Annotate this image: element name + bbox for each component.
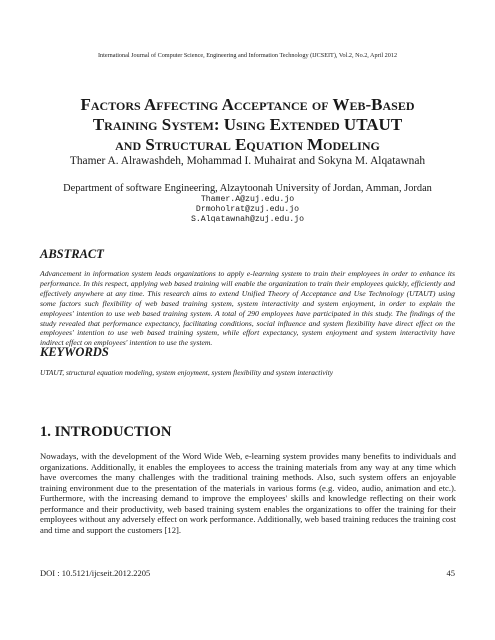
email-address: S.Alqatawnah@zuj.edu.jo bbox=[190, 215, 304, 225]
author-list: Thamer A. Alrawashdeh, Mohammad I. Muhairat and Sokyna M. Alqatawnah bbox=[69, 155, 426, 167]
doi-label: DOI : 10.5121/ijcseit.2012.2205 bbox=[40, 568, 151, 578]
keywords-text: UTAUT, structural equation modeling, system enjoyment, system flexibility and system interactivity bbox=[40, 368, 334, 377]
abstract-text: Advancement in information system leads organizations to apply e-learning system to train their employees in order to enhance its performance. In this respect, applying web based training will enable the organization to train their employees quickly, efficiently and effectively anywhere at any time. This research aims to extend Unified Theory of Acceptance and Use Technology (UTAUT) using some factors such flexibility of web based training system, system interactivity and system enjoyment, in order to explain the employees' intention to use web based training system. A total of 290 employees have participated in this study. The findings of the study revealed that performance expectancy, facilitating conditions, social influence and system flexibility have direct effect on the employees' intention to use web based training system, while effort expectancy, system enjoyment and system interactivity have indirect effect on employees' intention to use the system. bbox=[40, 269, 455, 348]
author-emails bbox=[0, 195, 495, 226]
keywords-heading: KEYWORDS bbox=[40, 345, 109, 359]
title-line: Training System: Using Extended UTAUT bbox=[92, 115, 403, 134]
paper-title bbox=[40, 95, 455, 155]
email-address: Drmoholrat@zuj.edu.jo bbox=[195, 205, 300, 215]
title-line: and Structural Equation Modeling bbox=[115, 135, 380, 154]
introduction-heading: 1. INTRODUCTION bbox=[40, 424, 172, 440]
email-address: Thamer.A@zuj.edu.jo bbox=[200, 195, 295, 204]
title-line: Factors Affecting Acceptance of Web-Based bbox=[80, 95, 415, 114]
affiliation: Department of software Engineering, Alzaytoonah University of Jordan, Amman, Jordan bbox=[63, 183, 432, 194]
journal-header: International Journal of Computer Science, Engineering and Information Technology (IJCSEIT), Vol.2, No.2, April 2012 bbox=[97, 52, 398, 59]
page-number: 45 bbox=[446, 568, 455, 578]
abstract-heading: ABSTRACT bbox=[40, 247, 104, 261]
introduction-text: Nowadays, with the development of the Word Wide Web, e-learning system provides many benefits to individuals and organizations. Additionally, it enables the employees to access the training materials from any way at any time which have overcomes the many challenges with the traditional training methods. Also, such system offers an enjoyable training environment due to the presentation of the materials in various forms (e.g. video, audio, animation and etc.). Furthermore, with the increasing demand to improve the employees' skills and knowledge reflecting on their work performance and their productivity, web based training system enables the organizations to offer the training for their employees without any adversely effect on work performance. Additionally, web based training reduces the training cost and time and support the customers [12]. bbox=[40, 451, 456, 535]
